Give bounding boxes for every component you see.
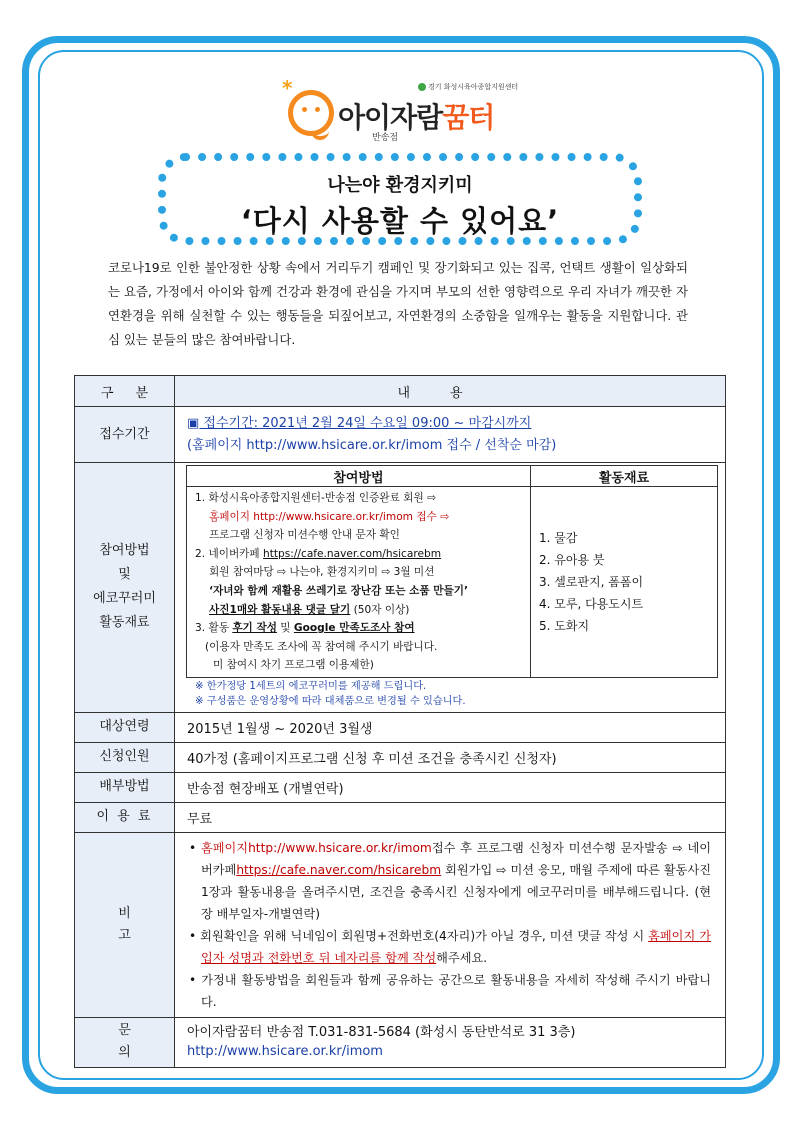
logo-org: 경기 화성시육아종합지원센터 (418, 82, 518, 92)
materials-list (531, 487, 718, 678)
info-table (74, 375, 726, 1068)
method-col-header: 참여방법 (187, 466, 531, 487)
remarks-list (185, 835, 715, 1015)
list-item: • 회원확인을 위해 닉네임이 회원명+전화번호(4자리)가 아닐 경우, 미션 댓글 작성 시 홈페이지 가입자 성명과 전화번호 뒤 네자리를 함께 작성해주세요. (189, 928, 711, 965)
fee-value: 무료 (175, 802, 726, 832)
header-content: 내용 (175, 376, 726, 407)
logo-name: 아이자람꿈터 (338, 101, 495, 134)
contact-label: 문 의 (75, 1017, 175, 1067)
table-row (75, 772, 726, 802)
note-one-set: ※ 한가정당 1세트의 에코꾸러미를 제공해 드립니다. (195, 680, 427, 692)
list-item: 3. 셀로판지, 폼폼이 (539, 574, 644, 589)
list-item: 2. 유아용 붓 (539, 552, 605, 567)
age-label: 대상연령 (75, 712, 175, 742)
distribution-label: 배부방법 (75, 772, 175, 802)
materials-col-header: 활동재료 (531, 466, 718, 487)
logo-face-icon (288, 90, 334, 136)
period-site: (홈페이지 http://www.hsicare.or.kr/imom 접수 / 선착순 마감) (187, 437, 557, 453)
title-box (158, 153, 642, 245)
page-title: ‘다시 사용할 수 있어요’ (240, 204, 560, 238)
title-subtitle: 나는야 환경지키미 (327, 175, 473, 196)
logo-star-icon: * (282, 76, 293, 100)
quota-value: 40가정 (홈페이지프로그램 신청 후 미션 조건을 충족시킨 신청자) (175, 742, 726, 772)
org-logo-icon (418, 83, 426, 91)
method-table (186, 465, 718, 678)
table-row (75, 832, 726, 1017)
list-item: 4. 모루, 다용도시트 (539, 596, 644, 611)
cafe-link[interactable]: https://cafe.naver.com/hsicarebm (263, 547, 442, 560)
table-row (75, 802, 726, 832)
table-row (75, 1017, 726, 1067)
period-label: 접수기간 (75, 407, 175, 463)
header-label: 구분 (75, 376, 175, 407)
method-steps: 1. 화성시육아종합지원센터-반송점 인증완료 회원 ⇨ 홈페이지 http://www.hsicare.or.kr/imom 접수 ⇨ 프로그램 신청자 미션수행 안내 문자 확인 2. 네이버카페 https://cafe.naver.com/hsicarebm 회원 참여마당 ⇨ 나는야, 환경지키미 ⇨ 3월 미션 ‘자녀와 함께 재활용 쓰레기로 장난감 또는 소품 만들기’ 사진1매와 활동내용 댓글 달기 (50자 이상) 3. 활동 후기 작성 및 Google 만족도조사 참여 (이용자 만족도 조사에 꼭 참여해 주시기 바랍니다. 미 참여시 차기 프로그램 이용제한) (187, 487, 531, 678)
fee-label: 이 용 료 (75, 802, 175, 832)
logo (282, 76, 532, 146)
table-row (75, 712, 726, 742)
method-label: 참여방법 및 에코꾸러미 활동재료 (75, 463, 175, 713)
table-row (75, 407, 726, 463)
cafe-link[interactable]: https://cafe.naver.com/hsicarebm (236, 862, 442, 877)
intro-paragraph: 코로나19로 인한 불안정한 상황 속에서 거리두기 캠페인 및 장기화되고 있는 집콕, 언택트 생활이 일상화되는 요즘, 가정에서 아이와 함께 건강과 환경에 관심을 가지며 부모의 선한 영향력으로 우리 자녀가 깨끗한 자연환경을 위해 실천할 수 있는 행동들을 되짚어보고, 자연환경의 소중함을 일깨우는 활동을 지원합니다. 관심 있는 분들의 많은 참여바랍니다. (108, 260, 688, 347)
age-value: 2015년 1월생 ~ 2020년 3월생 (175, 712, 726, 742)
contact-link[interactable]: http://www.hsicare.or.kr/imom (187, 1044, 383, 1060)
remarks-label: 비 고 (75, 832, 175, 1017)
quota-label: 신청인원 (75, 742, 175, 772)
list-item: • 가정내 활동방법을 회원들과 함께 공유하는 공간으로 활동내용을 자세히 작성해 주시기 바랍니다. (189, 972, 711, 1009)
logo-branch: 반송점 (372, 133, 399, 143)
table-row (75, 742, 726, 772)
list-item: 5. 도화지 (539, 618, 590, 633)
list-item: • 홈페이지http://www.hsicare.or.kr/imom접수 후 프로그램 신청자 미션수행 문자발송 ⇨ 네이버카페https://cafe.naver.com/hsicarebm 회원가입 ⇨ 미션 응모, 매월 주제에 따른 활동사진 1장과 활동내용을 올려주시면, 조건을 충족시킨 신청자에게 에코꾸러미를 배부해드립니다. (현장 배부일자-개별연락) (189, 840, 711, 921)
list-item: 1. 물감 (539, 530, 578, 545)
distribution-value: 반송점 현장배포 (개별연락) (175, 772, 726, 802)
period-date: ▣ 접수기간: 2021년 2월 24일 수요일 09:00 ~ 마감시까지 (187, 415, 532, 431)
table-row (75, 463, 726, 713)
contact-info: 아이자람꿈터 반송점 T.031-831-5684 (화성시 동탄반석로 31 3층) (187, 1025, 576, 1041)
note-substitute: ※ 구성품은 운영상황에 따라 대체품으로 변경될 수 있습니다. (195, 695, 466, 707)
